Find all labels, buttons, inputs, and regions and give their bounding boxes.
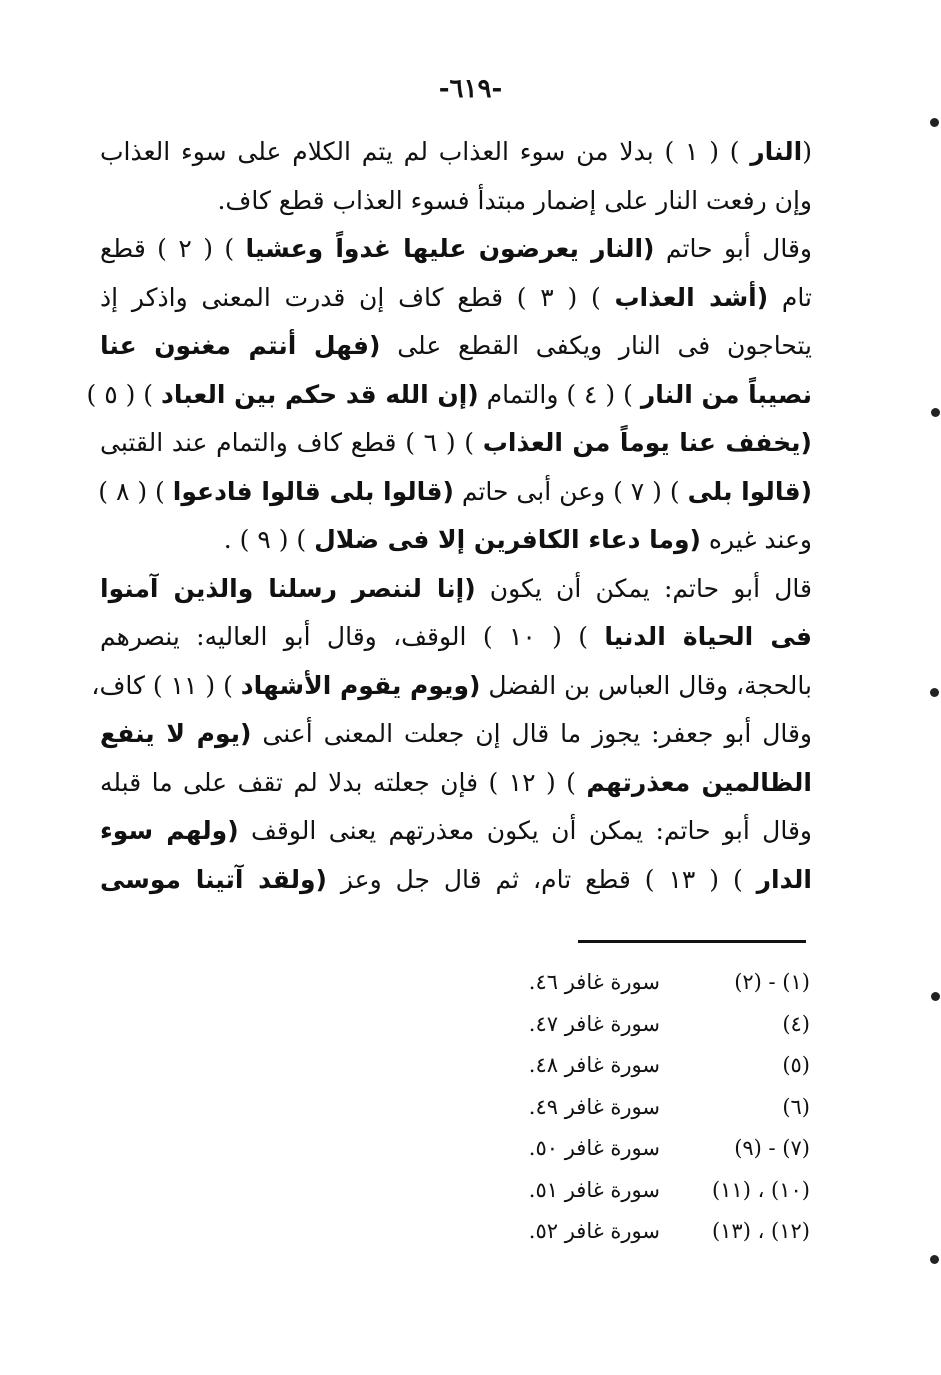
text-line	[100, 419, 812, 468]
text-line	[100, 613, 812, 662]
footnote-source: سورة غافر ٥٢.	[528, 1219, 660, 1243]
text-line	[100, 322, 812, 371]
text-line	[100, 759, 812, 808]
text-segment: ) ( ٣ ) قطع كاف إن قدرت المعنى واذكر إذ	[100, 282, 615, 312]
quran-quote: (إنا لننصر رسلنا والذين آمنوا	[100, 573, 476, 603]
footnote	[480, 1087, 810, 1129]
text-line	[100, 565, 812, 614]
quran-quote: (النار يعرضون عليها غدواً وعشيا	[245, 234, 655, 263]
footnote-ref: (٧) - (٩)	[734, 1136, 810, 1160]
text-segment: وقال أبو جعفر: يجوز ما قال إن جعلت المعنى أعنى	[251, 719, 813, 748]
text-segment: ) ( ٧ ) وعن أبى حاتم	[453, 476, 688, 506]
footnote-rule	[578, 940, 806, 943]
text-segment: تام	[768, 282, 812, 312]
footnotes	[480, 962, 810, 1253]
text-line	[100, 856, 812, 905]
footnote	[480, 1170, 810, 1212]
text-segment: ) ( ١٠ ) الوقف، وقال أبو العاليه: ينصرهم	[100, 622, 605, 651]
footnote	[480, 1004, 810, 1046]
text-segment: ) ( ٥ )	[86, 379, 161, 409]
margin-mark	[931, 992, 940, 1001]
footnote-ref: (١٢) ، (١٣)	[711, 1219, 810, 1243]
quran-quote: (إن الله قد حكم بين العباد	[160, 379, 479, 409]
quran-quote: (ولقد آتينا موسى	[100, 864, 327, 894]
text-segment: ) ( ٤ ) والتمام	[478, 379, 641, 409]
text-line	[86, 371, 812, 420]
footnote-source: سورة غافر ٤٨.	[528, 1053, 660, 1077]
text-segment: وقال أبو حاتم: يمكن أن يكون معذرتهم يعنى الوقف	[238, 816, 812, 845]
quran-quote: (ويوم يقوم الأشهاد	[240, 670, 481, 700]
text-segment: ) ( ٨ )	[98, 476, 173, 506]
footnote-source: سورة غافر ٥١.	[528, 1177, 660, 1202]
margin-mark	[930, 1255, 939, 1264]
quran-quote: (قالوا بلى قالوا فادعوا	[172, 476, 454, 506]
quran-quote: (وما دعاء الكافرين إلا فى ضلال	[314, 525, 701, 554]
footnote-ref: (٥)	[782, 1053, 810, 1077]
quran-quote: فى الحياة الدنيا	[604, 622, 812, 651]
text-line	[100, 177, 812, 226]
quran-quote: (يوم لا ينفع	[100, 719, 252, 748]
quran-quote: النار	[750, 137, 803, 166]
page-number: -٦١٩-	[438, 74, 503, 104]
text-line	[100, 710, 812, 759]
text-segment: وإن رفعت النار على إضمار مبتدأ فسوء العذاب قطع كاف.	[217, 185, 812, 215]
footnote	[480, 1211, 810, 1253]
quran-quote: (فهل أنتم مغنون عنا	[100, 331, 381, 360]
text-line	[100, 807, 812, 856]
footnote-source: سورة غافر ٤٩.	[528, 1094, 660, 1119]
text-segment: ) ( ٢ ) قطع	[100, 234, 246, 263]
text-line	[100, 274, 812, 323]
footnote-ref: (٤)	[782, 1011, 810, 1036]
footnote-ref: (٦)	[782, 1094, 810, 1119]
text-segment: ) ( ١٢ ) فإن جعلته بدلا لم تقف على ما قبله	[100, 767, 587, 797]
footnote	[480, 962, 810, 1004]
body-text	[86, 128, 813, 904]
text-line	[100, 516, 812, 565]
quran-quote: نصيباً من النار	[640, 379, 812, 409]
quran-quote: (ولهم سوء	[100, 816, 239, 845]
footnote-ref: (١٠) ، (١١)	[711, 1177, 810, 1202]
text-segment: ) ( ١٣ ) قطع تام، ثم قال جل وعز	[326, 864, 757, 894]
margin-mark	[930, 688, 939, 697]
text-segment: وقال أبو حاتم	[654, 234, 812, 263]
quran-quote: (أشد العذاب	[614, 282, 769, 312]
text-segment: قال أبو حاتم: يمكن أن يكون	[475, 573, 812, 603]
footnote	[480, 1045, 810, 1087]
quran-quote: (يخفف عنا يوماً من العذاب	[482, 428, 812, 457]
quran-quote: (قالوا بلى	[687, 476, 812, 506]
text-segment: يتحاجون فى النار ويكفى القطع على	[380, 331, 812, 360]
footnote-source: سورة غافر ٥٠.	[528, 1136, 660, 1160]
footnote	[480, 1128, 810, 1170]
margin-mark	[931, 408, 940, 417]
footnote-source: سورة غافر ٤٦.	[528, 970, 660, 994]
quran-quote: الظالمين معذرتهم	[586, 767, 813, 797]
text-segment: (	[802, 137, 812, 166]
margin-mark	[930, 118, 939, 127]
text-segment: ) ( ١ ) بدلا من سوء العذاب لم يتم الكلام على سوء العذاب	[100, 137, 751, 166]
text-segment: بالحجة، وقال العباس بن الفضل	[480, 670, 812, 700]
text-line	[100, 225, 812, 274]
text-line	[100, 128, 812, 177]
text-line	[100, 468, 812, 517]
text-line	[91, 662, 812, 711]
quran-quote: الدار	[756, 864, 812, 894]
footnote-ref: (١) - (٢)	[734, 970, 810, 994]
text-segment: ) ( ٩ ) .	[223, 525, 315, 554]
text-segment: ) ( ٦ ) قطع كاف والتمام عند القتبى	[100, 428, 483, 457]
text-segment: ) ( ١١ ) كاف،	[91, 670, 241, 700]
text-segment: وعند غيره	[700, 525, 812, 554]
footnote-source: سورة غافر ٤٧.	[528, 1011, 660, 1036]
